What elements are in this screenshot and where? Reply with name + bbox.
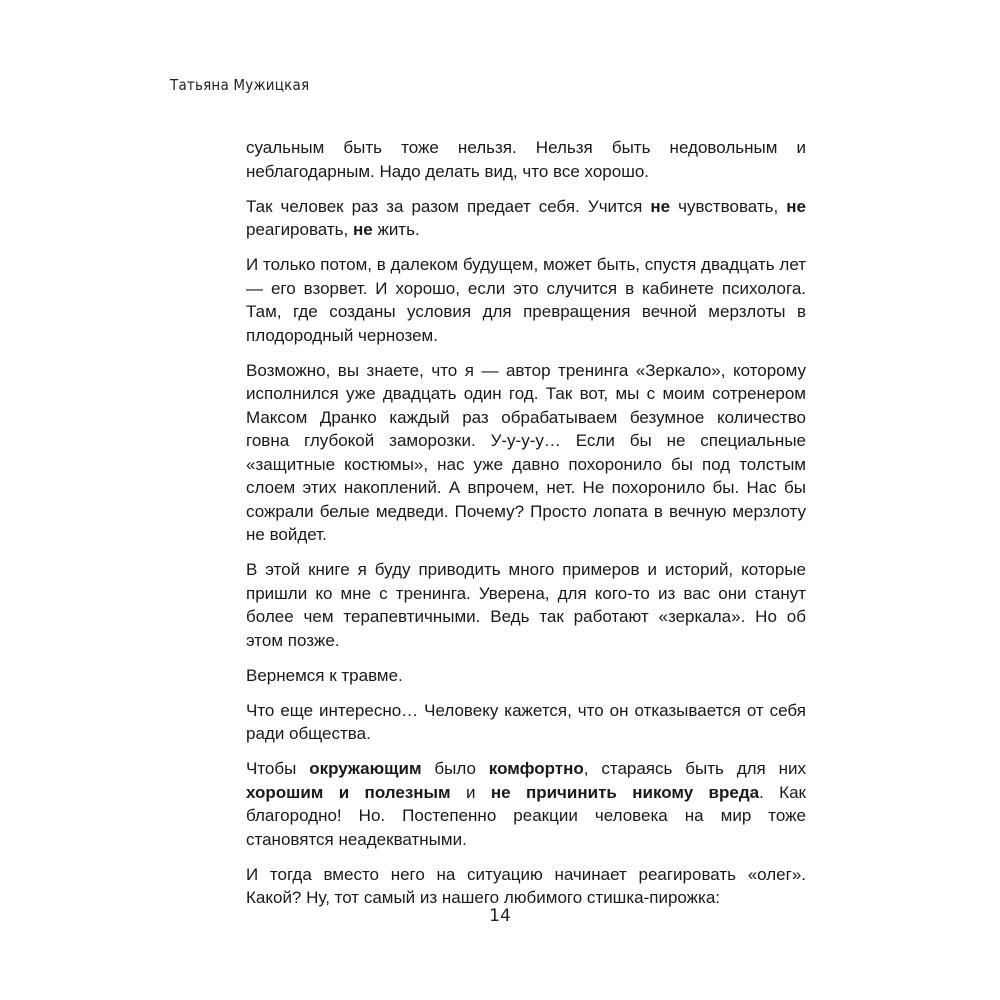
page-number: 14 bbox=[489, 906, 511, 926]
bold-emphasis: окружающим bbox=[309, 759, 422, 778]
text-run: И только потом, в далеком будущем, может быть, спустя двадцать лет — его взорвет. И хорошо, если это случится в кабинете психолога. Там, где созданы условия для превращения вечной мерзлоты в плодородный чернозем. bbox=[246, 255, 806, 345]
text-run: Вернемся к травме. bbox=[246, 665, 403, 685]
paragraph-4 bbox=[246, 359, 806, 547]
text-run: было bbox=[421, 759, 489, 778]
paragraph-5 bbox=[246, 558, 806, 652]
paragraph-7 bbox=[246, 699, 806, 746]
bold-emphasis: не bbox=[352, 220, 373, 239]
text-run: и bbox=[450, 782, 491, 802]
text-run: Чтобы bbox=[246, 759, 310, 778]
paragraph-9 bbox=[246, 863, 806, 910]
bold-emphasis: хорошим и полезным bbox=[246, 782, 451, 802]
bold-emphasis: не bbox=[786, 196, 806, 216]
text-run: жить. bbox=[372, 220, 420, 239]
paragraph-6 bbox=[246, 664, 806, 688]
text-run: . Как благородно! Но. Постепенно реакции человека на мир тоже становятся неадекватными. bbox=[246, 782, 806, 849]
bold-emphasis: не причинить никому вреда bbox=[490, 782, 760, 802]
bold-emphasis: не bbox=[650, 196, 671, 216]
text-run: , стараясь быть для них bbox=[583, 759, 806, 778]
body-text bbox=[246, 136, 806, 921]
text-run: чувствовать, bbox=[670, 196, 787, 216]
bold-emphasis: комфортно bbox=[488, 759, 584, 778]
running-header-author: Татьяна Мужицкая bbox=[170, 76, 310, 94]
text-run: Что еще интересно… Человеку кажется, что он отказывается от себя ради общества. bbox=[246, 700, 806, 743]
paragraph-8 bbox=[246, 757, 806, 851]
text-run: И тогда вместо него на ситуацию начинает реагировать «олег». Какой? Ну, тот самый из нашего любимого стишка-пирожка: bbox=[246, 864, 806, 907]
paragraph-1 bbox=[246, 136, 806, 183]
text-run: суальным быть тоже нельзя. Нельзя быть недовольным и неблагодарным. Надо делать вид, что все хорошо. bbox=[246, 138, 806, 181]
paragraph-2 bbox=[246, 195, 806, 242]
paragraph-3 bbox=[246, 253, 806, 347]
text-run: реагировать, bbox=[246, 220, 353, 239]
text-run: Так человек раз за разом предает себя. Учится bbox=[246, 196, 651, 216]
text-run: В этой книге я буду приводить много примеров и историй, которые пришли ко мне с тренинга. Уверена, для кого-то из вас они станут более чем терапевтичными. Ведь так работают «зеркала». Но об этом позже. bbox=[246, 560, 806, 650]
text-run: Возможно, вы знаете, что я — автор тренинга «Зеркало», которому исполнился уже двадцать один год. Так вот, мы с моим сотренером Максом Дранко каждый раз обрабатываем безумное количество говна глубокой заморозки. У-у-у-у… Если бы не специальные «защитные костюмы», нас уже давно похоронило бы под толстым слоем этих накоплений. А впрочем, нет. Не похоронило бы. Нас бы сожрали белые медведи. Почему? Просто лопата в вечную мерзлоту не войдет. bbox=[246, 360, 806, 544]
